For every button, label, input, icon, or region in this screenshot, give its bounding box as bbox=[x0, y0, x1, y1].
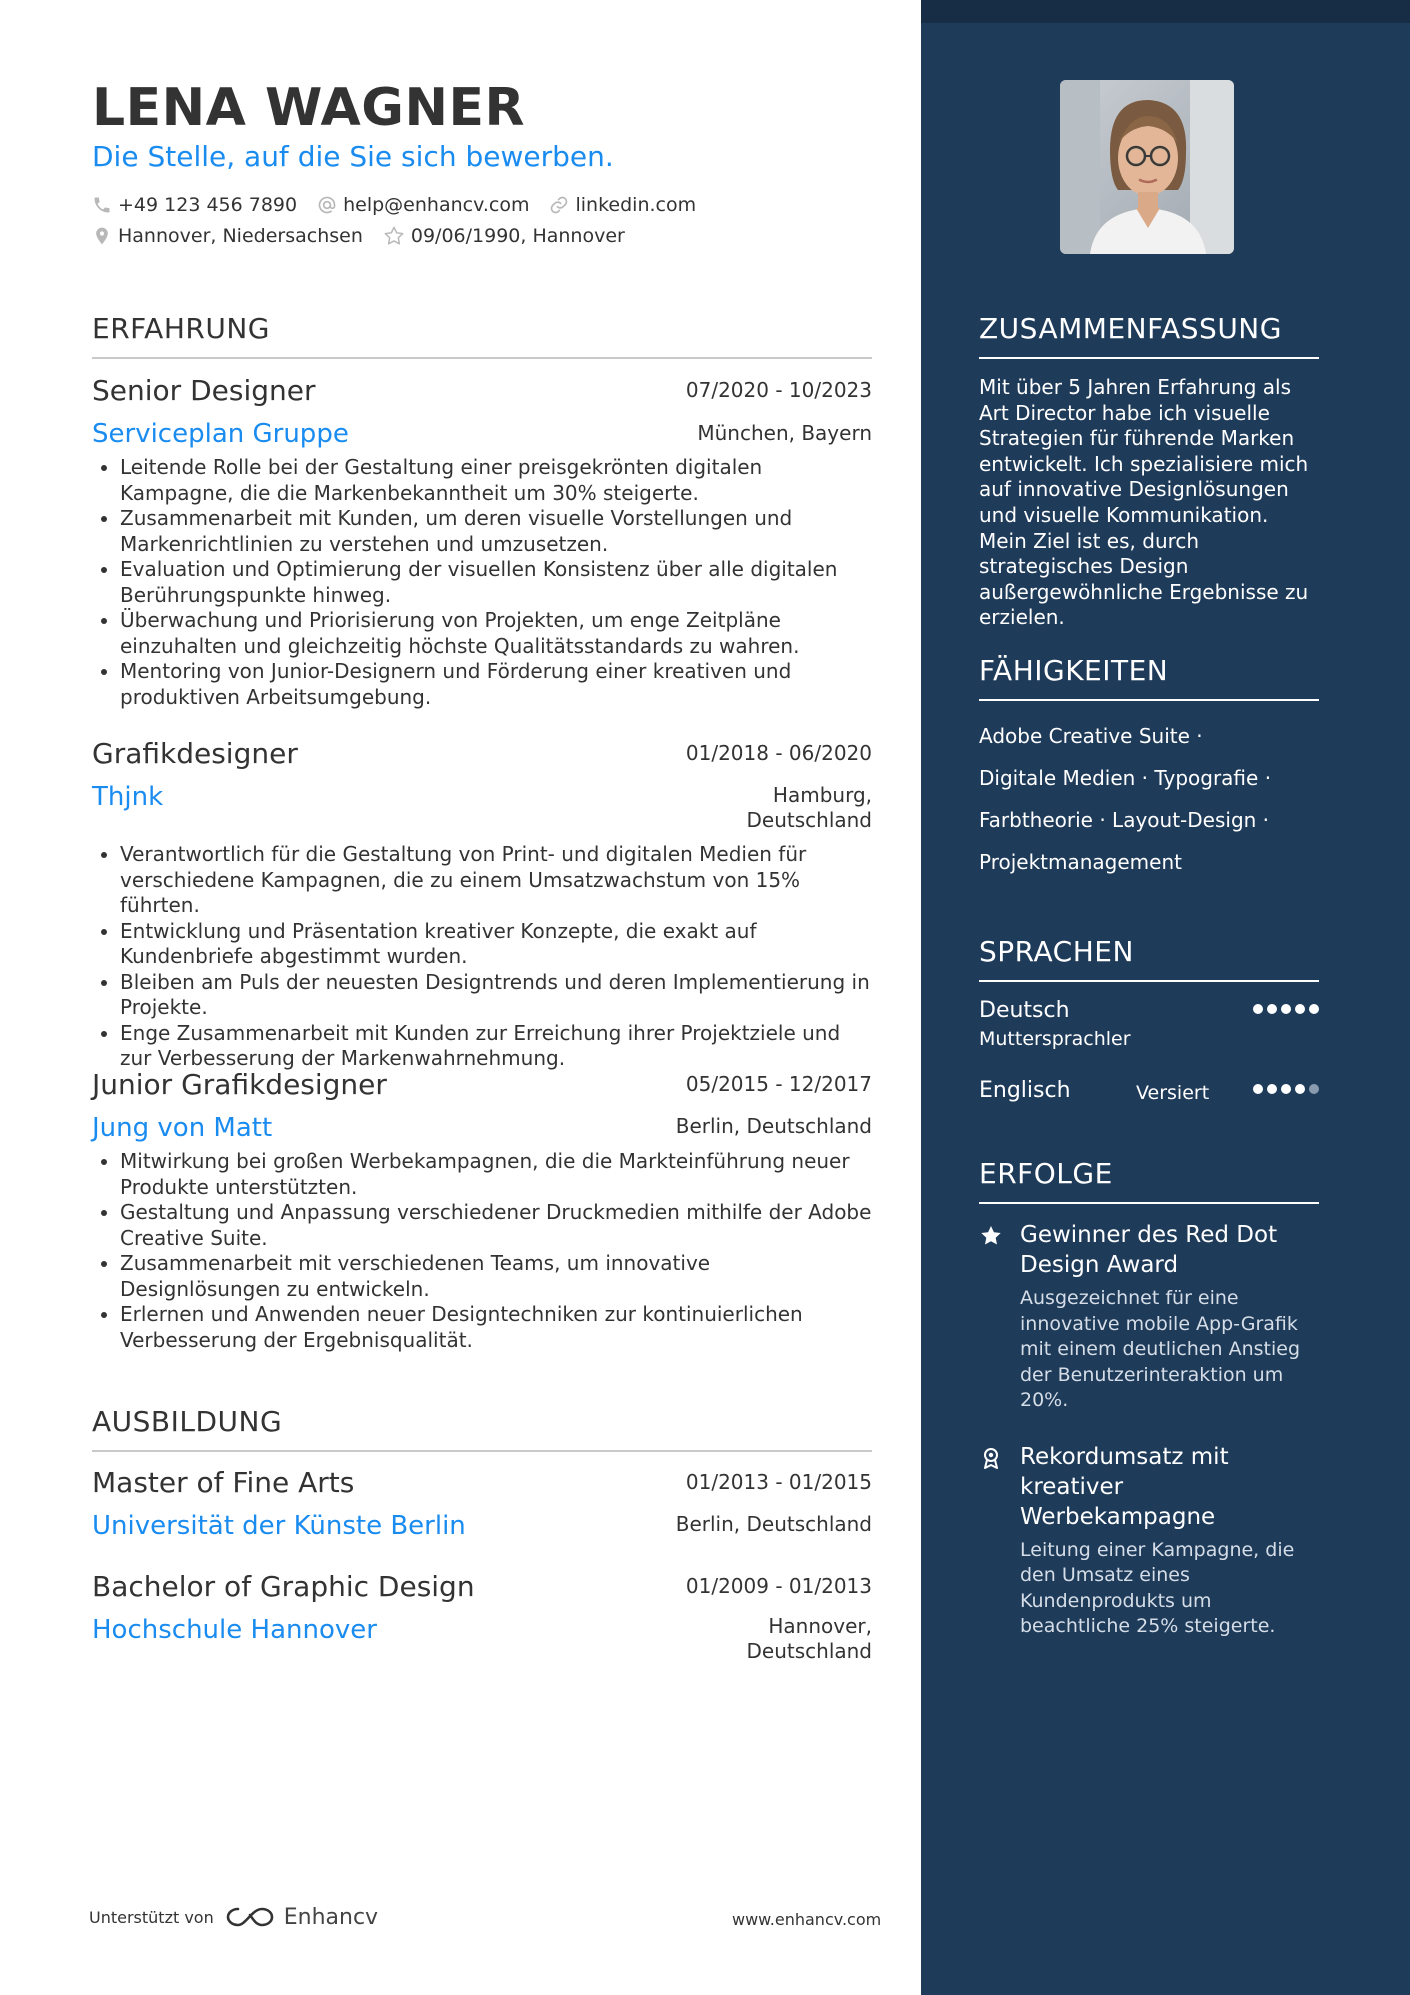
job-title: Junior Grafikdesigner bbox=[92, 1068, 387, 1101]
experience-entry bbox=[92, 374, 872, 710]
at-icon bbox=[317, 195, 337, 215]
job-location: Berlin, Deutschland bbox=[675, 1114, 872, 1138]
email-text: help@enhancv.com bbox=[343, 194, 530, 216]
school-name[interactable]: Universität der Künste Berlin bbox=[92, 1511, 466, 1541]
job-location: München, Bayern bbox=[697, 421, 872, 445]
languages-heading: SPRACHEN bbox=[979, 935, 1319, 982]
location-pin-icon bbox=[92, 226, 112, 246]
summary-text: Mit über 5 Jahren Erfahrung als Art Director habe ich visuelle Strategien für führende Marken entwickelt. Ich spezialisiere mich auf innovative Designlösungen und visuelle Kommunikation. Mein Ziel ist es, durch strategisches Design außergewöhnliche Ergebnisse zu erzielen. bbox=[979, 375, 1309, 630]
contact-location bbox=[92, 225, 363, 247]
bullet-item: Mentoring von Junior-Designern und Förderung einer kreativen und produktiven Arbeitsumgebung. bbox=[92, 659, 872, 710]
rating-dot-filled bbox=[1281, 1004, 1291, 1014]
school-location bbox=[747, 1614, 873, 1664]
achievement-desc: Ausgezeichnet für eine innovative mobile App-Grafik mit einem deutlichen Anstieg der Benutzerinteraktion um 20%. bbox=[1020, 1287, 1300, 1411]
job-dates: 05/2015 - 12/2017 bbox=[685, 1072, 872, 1096]
rating-dot-empty bbox=[1309, 1084, 1319, 1094]
contact-website[interactable] bbox=[549, 194, 696, 216]
education-entry bbox=[92, 1570, 872, 1663]
achievement-title: Gewinner des Red Dot Design Award bbox=[1020, 1222, 1278, 1278]
degree-title: Master of Fine Arts bbox=[92, 1466, 355, 1499]
job-bullets bbox=[92, 1149, 872, 1353]
rating-dot-filled bbox=[1267, 1084, 1277, 1094]
school-location-line: Deutschland bbox=[746, 1639, 872, 1663]
language-level: Muttersprachler bbox=[979, 1028, 1131, 1050]
sidebar bbox=[921, 0, 1410, 1995]
footer-url[interactable]: www.enhancv.com bbox=[732, 1910, 882, 1929]
achievement-item bbox=[979, 1442, 1319, 1640]
footer-branding[interactable] bbox=[89, 1903, 378, 1931]
experience-entry bbox=[92, 737, 872, 1072]
company-name[interactable]: Thjnk bbox=[92, 782, 164, 812]
summary-section bbox=[979, 312, 1319, 631]
achievement-desc: Leitung einer Kampagne, die den Umsatz eines Kundenprodukts um beachtliche 25% steigerte. bbox=[1020, 1538, 1295, 1637]
job-bullets bbox=[92, 842, 872, 1072]
skill-row: Farbtheorie · Layout-Design · bbox=[979, 808, 1270, 832]
rating-dot-filled bbox=[1253, 1084, 1263, 1094]
contact-row-2 bbox=[92, 225, 645, 247]
language-item bbox=[979, 982, 1319, 1062]
bullet-item: Mitwirkung bei großen Werbekampagnen, die die Markteinführung neuer Produkte unterstützten. bbox=[92, 1149, 872, 1200]
achievements-heading: ERFOLGE bbox=[979, 1157, 1319, 1204]
award-ribbon-icon bbox=[979, 1446, 1003, 1470]
candidate-name: LENA WAGNER bbox=[92, 78, 526, 138]
bullet-item: Zusammenarbeit mit verschiedenen Teams, um innovative Designlösungen zu entwickeln. bbox=[92, 1251, 872, 1302]
location-text: Hannover, Niedersachsen bbox=[118, 225, 363, 247]
language-rating bbox=[1253, 1084, 1319, 1094]
bullet-item: Überwachung und Priorisierung von Projekten, um enge Zeitpläne einzuhalten und gleichzeitig höchste Qualitätsstandards zu wahren. bbox=[92, 608, 872, 659]
job-location-line: Deutschland bbox=[746, 808, 872, 832]
rating-dot-filled bbox=[1281, 1084, 1291, 1094]
enhancv-logo-icon bbox=[224, 1903, 276, 1931]
job-bullets bbox=[92, 455, 872, 710]
degree-title: Bachelor of Graphic Design bbox=[92, 1570, 475, 1603]
language-name: Englisch bbox=[979, 1078, 1071, 1103]
language-name: Deutsch bbox=[979, 998, 1070, 1023]
skills-section bbox=[979, 654, 1319, 883]
achievements-section bbox=[979, 1157, 1319, 1640]
rating-dot-filled bbox=[1295, 1084, 1305, 1094]
education-heading: AUSBILDUNG bbox=[92, 1405, 872, 1452]
skill-row: Adobe Creative Suite · bbox=[979, 724, 1203, 748]
birth-text: 09/06/1990, Hannover bbox=[410, 225, 625, 247]
skills-heading: FÄHIGKEITEN bbox=[979, 654, 1319, 701]
language-level: Versiert bbox=[1136, 1082, 1210, 1104]
star-outline-icon bbox=[383, 225, 405, 247]
powered-by-text: Unterstützt von bbox=[89, 1907, 214, 1927]
company-name[interactable]: Serviceplan Gruppe bbox=[92, 419, 349, 449]
education-dates: 01/2009 - 01/2013 bbox=[685, 1574, 872, 1598]
bullet-item: Enge Zusammenarbeit mit Kunden zur Erreichung ihrer Projektziele und zur Verbesserung der Markenwahrnehmung. bbox=[92, 1021, 872, 1072]
job-title: Senior Designer bbox=[92, 374, 316, 407]
bullet-item: Gestaltung und Anpassung verschiedener Druckmedien mithilfe der Adobe Creative Suite. bbox=[92, 1200, 872, 1251]
achievement-item bbox=[979, 1220, 1319, 1414]
school-location-line: Hannover, bbox=[768, 1614, 872, 1638]
link-icon bbox=[549, 195, 569, 215]
skill-row: Digitale Medien · Typografie · bbox=[979, 766, 1272, 790]
contact-row-1 bbox=[92, 194, 716, 216]
phone-text: +49 123 456 7890 bbox=[118, 194, 298, 216]
education-dates: 01/2013 - 01/2015 bbox=[685, 1470, 872, 1494]
experience-heading: ERFAHRUNG bbox=[92, 312, 872, 359]
school-location: Berlin, Deutschland bbox=[675, 1512, 872, 1536]
job-title: Grafikdesigner bbox=[92, 737, 298, 770]
job-dates: 01/2018 - 06/2020 bbox=[685, 741, 872, 765]
skills-list bbox=[979, 715, 1319, 883]
bullet-item: Bleiben am Puls der neuesten Designtrends und deren Implementierung in Projekte. bbox=[92, 970, 872, 1021]
language-item bbox=[979, 1062, 1319, 1142]
contact-email[interactable] bbox=[317, 194, 529, 216]
languages-section bbox=[979, 935, 1319, 1142]
profile-photo-image bbox=[1060, 80, 1234, 254]
contact-phone[interactable] bbox=[92, 194, 297, 216]
bullet-item: Leitende Rolle bei der Gestaltung einer preisgekrönten digitalen Kampagne, die die Markenbekanntheit um 30% steigerte. bbox=[92, 455, 872, 506]
skill-row: Projektmanagement bbox=[979, 850, 1182, 874]
summary-heading: ZUSAMMENFASSUNG bbox=[979, 312, 1319, 359]
bullet-item: Verantwortlich für die Gestaltung von Print- und digitalen Medien für verschiedene Kampagnen, die zu einem Umsatzwachstum von 15% führten. bbox=[92, 842, 872, 919]
school-name[interactable]: Hochschule Hannover bbox=[92, 1615, 377, 1645]
job-location bbox=[747, 783, 873, 833]
bullet-item: Evaluation und Optimierung der visuellen Konsistenz über alle digitalen Berührungspunkte hinweg. bbox=[92, 557, 872, 608]
education-entry bbox=[92, 1466, 872, 1541]
profile-photo bbox=[1060, 80, 1234, 254]
bullet-item: Zusammenarbeit mit Kunden, um deren visuelle Vorstellungen und Markenrichtlinien zu verstehen und umzusetzen. bbox=[92, 506, 872, 557]
star-icon bbox=[979, 1224, 1003, 1248]
rating-dot-filled bbox=[1267, 1004, 1277, 1014]
job-tagline: Die Stelle, auf die Sie sich bewerben. bbox=[92, 140, 614, 173]
website-text: linkedin.com bbox=[575, 194, 697, 216]
contact-birth bbox=[383, 225, 625, 247]
job-location-line: Hamburg, bbox=[772, 783, 872, 807]
company-name[interactable]: Jung von Matt bbox=[92, 1113, 273, 1143]
experience-entry bbox=[92, 1068, 872, 1353]
sidebar-top-band bbox=[921, 0, 1410, 23]
rating-dot-filled bbox=[1253, 1004, 1263, 1014]
bullet-item: Entwicklung und Präsentation kreativer Konzepte, die exakt auf Kundenbriefe abgestimmt wurden. bbox=[92, 919, 872, 970]
bullet-item: Erlernen und Anwenden neuer Designtechniken zur kontinuierlichen Verbesserung der Ergebnisqualität. bbox=[92, 1302, 872, 1353]
rating-dot-filled bbox=[1295, 1004, 1305, 1014]
enhancv-wordmark: Enhancv bbox=[283, 1904, 379, 1930]
job-dates: 07/2020 - 10/2023 bbox=[685, 378, 872, 402]
phone-icon bbox=[92, 195, 112, 215]
language-rating bbox=[1253, 1004, 1319, 1014]
achievement-title: Rekordumsatz mit kreativer Werbekampagne bbox=[1020, 1443, 1229, 1530]
rating-dot-filled bbox=[1309, 1004, 1319, 1014]
